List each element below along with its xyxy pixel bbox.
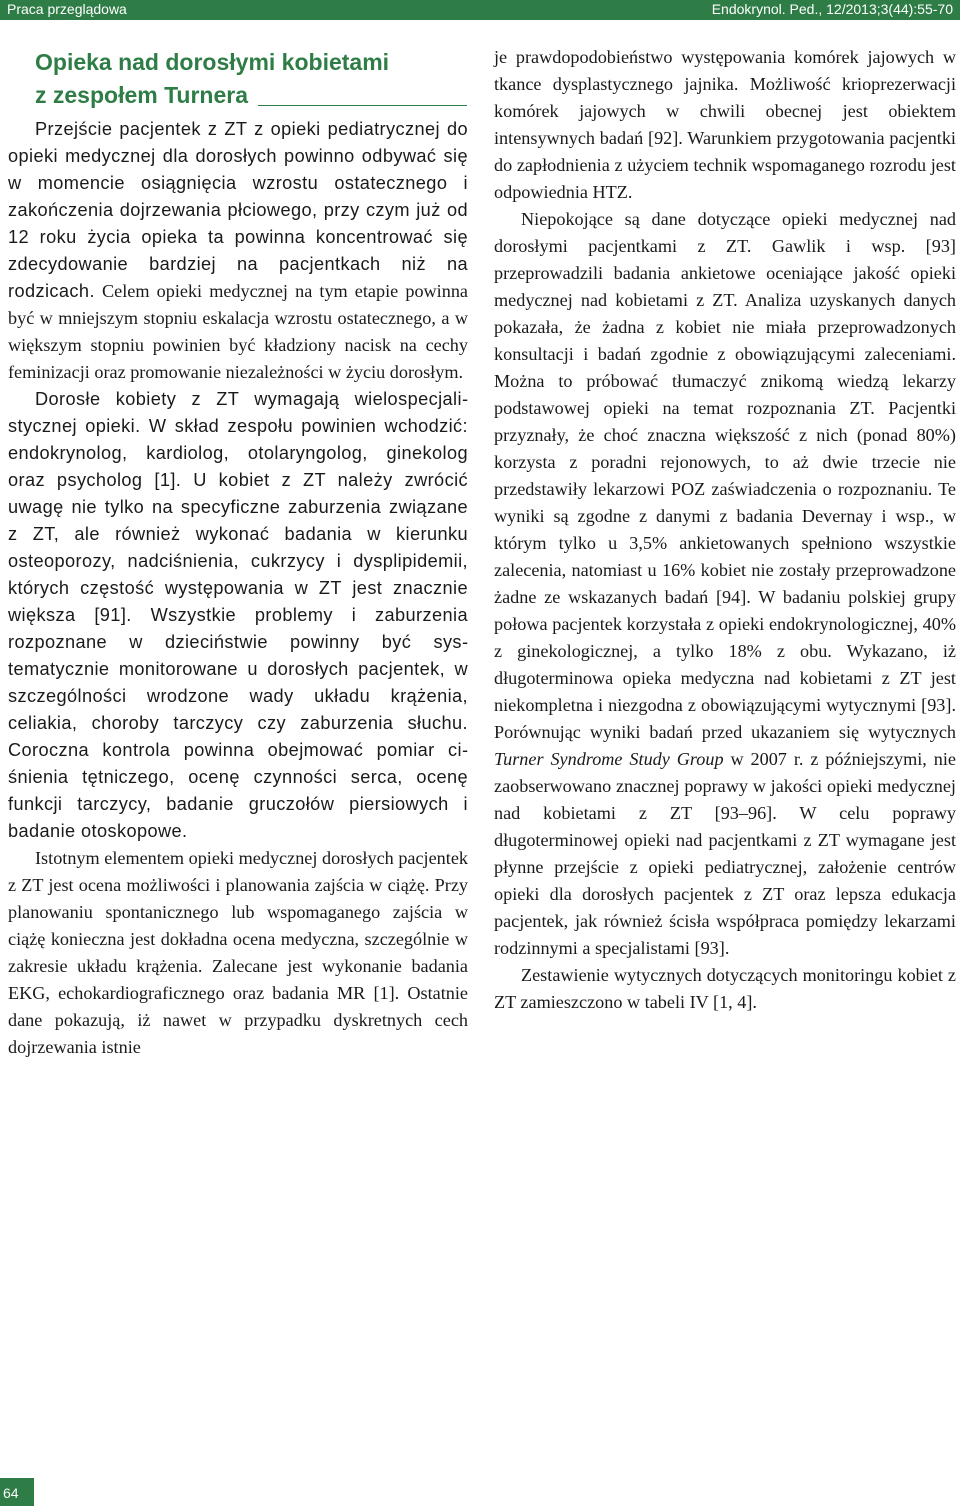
page-number: 64 [3, 1485, 19, 1501]
paragraph-6: Zestawienie wytycznych dotyczących monitoringu kobiet z ZT zamieszczono w tabeli IV [1, 4]. [494, 965, 956, 1012]
title-rule [258, 105, 467, 106]
paragraph-4: je prawdopodobieństwo występowania komórek jajowych w tkance dysplastycznego jajnika. Możliwość krioprezerwacji komórek jajowych w chwili obecnej jest obiektem intensywnych badań [92]. Warunkiem przygotowania pacjentki do zapłodnienia z użyciem technik wspomaganego rozrodu jest odpowiednia HTZ. [494, 47, 956, 202]
title-line-2-row [35, 79, 467, 112]
title-line-1: Opieka nad dorosłymi kobietami [35, 49, 390, 75]
paragraph-2: Dorosłe kobiety z ZT wymagają wielospecjalistycznej opieki. W skład zespołu powinien wchodzić: endokrynolog, kardiolog, otolaryngolog, ginekolog oraz psycholog [1]. U kobiet z ZT należy zwrócić uwagę nie tylko na specyficzne zaburzenia związane z ZT, ale również wykonać badania w kierunku osteoporozy, nadciśnienia, cukrzycy i dysplipidemii, których częstość występowania w ZT jest znacznie większa [91]. Wszystkie problemy i zaburzenia rozpoznane w dzieciństwie powinny być systematycznie monitorowane u dorosłych pacjentek, w szczególności wrodzone wady układu krążenia, celiakia, choroby tarczycy czy zaburzenia słuchu. Coroczna kontrola powinna obejmować pomiar ciśnienia tętniczego, ocenę czynności serca, ocenę funkcji tarczycy, badanie gruczołów piersiowych i badanie otoskopowe. [8, 389, 468, 841]
right-column [494, 44, 956, 1016]
paragraph-1-serif-part: Celem opieki medycznej na tym etapie powinna być w mniejszym stopniu eskalacja wzrostu ostatecznego, a w większym stopniu powinien być kładziony nacisk na cechy feminizacji oraz promowanie niezależności w życiu dorosłym. [8, 281, 468, 382]
paragraph-5-part-b: w 2007 r. z późniejszymi, nie zaobserwowano znacznej poprawy w jakości opieki medycznej nad kobietami z ZT [93–96]. W celu poprawy długoterminowej opieki nad pacjentkami z ZT wymagane jest płynne przejście z opieki pediatrycznej, założenie centrów opieki dla dorosłych pacjentek z ZT oraz lepsza edukacja pacjentek, jak również ścisła współpraca pomiędzy lekarzami rodzinnymi a specjalistami [93]. [494, 749, 956, 958]
paragraph-1 [8, 116, 468, 386]
article-title [35, 46, 468, 112]
paragraph-3: Istotnym elementem opieki medycznej dorosłych pacjentek z ZT jest ocena możliwości i planowania zajścia w ciążę. Przy planowaniu spontanicznego lub wspomaganego zajścia w ciążę konieczna jest dokładna ocena medyczna, szczególnie w zakresie układu krążenia. Zalecane jest wykonanie badania EKG, echokardiograficznego oraz badania MR [1]. Ostatnie dane pokazują, iż nawet w przypadku dyskretnych cech dojrzewania istnie [8, 848, 468, 1057]
paragraph-5 [494, 206, 956, 962]
study-group-name: Turner Syndrome Study Group [494, 749, 724, 769]
header-bar [0, 0, 960, 20]
page-number-tab [0, 1478, 34, 1506]
journal-citation: Endokrynol. Ped., 12/2013;3(44):55-70 [711, 1, 953, 17]
title-line-2: z zespołem Turnera [35, 82, 249, 108]
paragraph-1-sans-part: Przejście pacjentek z ZT z opieki pediatrycznej do opieki medycznej dla dorosłych powinno odbywać się w momencie osiągnięcia wzrostu ostatecznego i zakończenia dojrzewania płciowego, przy czym już od 12 roku życia opieka ta powinna koncentrować się zdecydowanie bardziej na pacjentkach niż na rodzicach. [8, 119, 468, 301]
left-column [8, 46, 468, 1061]
section-label: Praca przeglądowa [7, 1, 127, 17]
paragraph-5-part-a: Niepokojące są dane dotyczące opieki medycznej nad dorosłymi pacjentkami z ZT. Gawlik i wsp. [93] przeprowadzili badania ankietowe oceniające jakość opieki medycznej nad kobietami z ZT. Analiza uzyskanych danych pokazała, że żadna z kobiet nie miała przeprowadzonych konsultacji i badań zgodnie z obowiązującymi zaleceniami. Można to próbować tłumaczyć znikomą wiedzą lekarzy podstawowej opieki na temat rozpoznania ZT. Pacjentki przyznały, że choć znaczna większość z nich (ponad 80%) korzysta z poradni rejonowych, to aż dwie trzecie nie przedstawiły lekarzowi POZ zaświadczenia o rozpoznaniu. Te wyniki są zgodne z danymi z badania Devernay i wsp., w którym tylko u 3,5% ankietowanych spełniono wszystkie zalecenia, natomiast u 16% kobiet nie zostały przeprowadzone żadne ze wskazanych badań [94]. W badaniu polskiej grupy połowa pacjentek korzystała z opieki endokrynologicznej, 40% z ginekologicznej, a tylko 18% z obu. Wykazano, iż długoterminowa opieka medyczna nad kobietami z ZT jest niekompletna i niezgodna z obowiązującymi wytycznymi [93]. Porównując wyniki badań przed ukazaniem się wytycznych [494, 209, 956, 742]
